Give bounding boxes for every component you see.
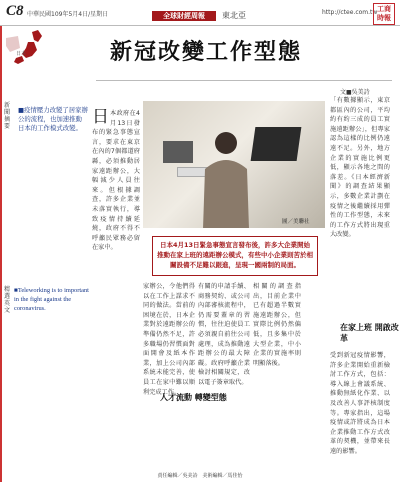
article-headline: 新冠改變工作型態	[110, 39, 303, 65]
article-column-2: 家辦公，令他們得以在工作上謀求不同的做法。當前的困境在於，日本企業對於遠距辦公的準備仍然不足，許多職場仍習慣面對面開會及紙本作業，加上公司內部系統未能完善，使員工在家中難以順利完成工作。	[143, 283, 195, 396]
page-header	[0, 0, 400, 26]
article-column-3: 有關的申請手續、商務契約、或公司內部審核流程中，仍需要蓋章的習慣，往往迫使員工必須親自前往公司處理，成為推動遠距辦公的最大障礙。政府呼籲企業檢討相關規定，改以電子簽章取代。	[198, 283, 250, 386]
pull-quote-box	[152, 236, 318, 276]
page-footer: 責任編輯／吳美詩 美術編輯／馬佳怡	[157, 473, 243, 479]
article-column-1	[92, 109, 140, 354]
summary-cn: ■疫情壓力改變了居家辦公的流程，也加速推動日本的工作模式改變。	[18, 106, 88, 132]
japan-map-icon	[4, 28, 46, 68]
dropcap: 日	[92, 109, 109, 127]
article-column-6: 受到新冠疫情影響，許多企業開始重新檢討工作方式，包括：導入線上會議系統、推動無紙化作業、以及改善人事評核制度等。專家指出，這場疫情或許將成為日本企業推動工作方式改革的契機，並帶來長遠的影響。	[330, 352, 390, 455]
section-banner: 全球財經周報	[152, 11, 216, 21]
page-code: C8	[6, 3, 24, 19]
article-column-4: 相關的調查指出，目前企業中已有超過半數實施遠距辦公，但實際比例仍然偏低，且多集中於大型企業，中小企業的實施率則明顯落後。	[253, 283, 301, 367]
article-photo	[143, 101, 325, 228]
subhead-2: 在家上班 開啟改革	[340, 323, 399, 343]
person-figure	[201, 129, 251, 228]
left-accent-strip	[0, 26, 2, 482]
subhead-1: 人才流動 轉變型態	[160, 393, 227, 402]
map-label: 日本	[16, 51, 27, 57]
header-date: 中華民國109年5月4日/星期日	[27, 11, 109, 18]
laptop-shape	[251, 127, 302, 161]
article-byline: 文■吳美詩	[340, 89, 370, 96]
monitor-shape	[163, 141, 193, 163]
article-column-5: 「有數據顯示，東京都區內的公司，平均約有約三成的員工實施遠距辦公」，但專家認為這樣的比例仍遠遠不足。另外，地方企業的實施比例更低，顯示各地之間的落差。《日本經濟新聞》的調查結果顯示，多數企業計劃在疫情之後繼續採用彈性的工作型態，未來的工作方式將出現重大改變。	[330, 97, 390, 239]
summary-en-label: 精選英文	[4, 286, 11, 314]
photo-credit: 圖／美聯社	[282, 219, 310, 225]
newspaper-logo: 工商時報	[373, 3, 395, 25]
site-url[interactable]: http://ctee.com.tw	[322, 9, 378, 16]
summary-en: ■Teleworking is to important in the fight against the coronavirus.	[14, 287, 89, 312]
summary-cn-label: 新聞摘要	[4, 102, 11, 130]
headline-divider	[96, 80, 392, 81]
pull-quote: 日本4月13日緊急事態宣言發布後，許多大企業開始推動在家上班的遠距辦公模式，有些中小企業則苦於相關設備不足難以跟進，呈現一國兩制的局面。	[157, 241, 313, 269]
column-1-text: 本政府在4月13日發布的緊急事態宣言，要求在東京在內的7個都道府縣，必須推動居家遠距辦公，大幅減少人員往來。但根據調查，許多企業並未落實執行，導致疫情持續延燒，政府不得不呼籲民眾務必留在家中。	[92, 110, 140, 252]
section-region: 東北亞	[222, 11, 246, 20]
